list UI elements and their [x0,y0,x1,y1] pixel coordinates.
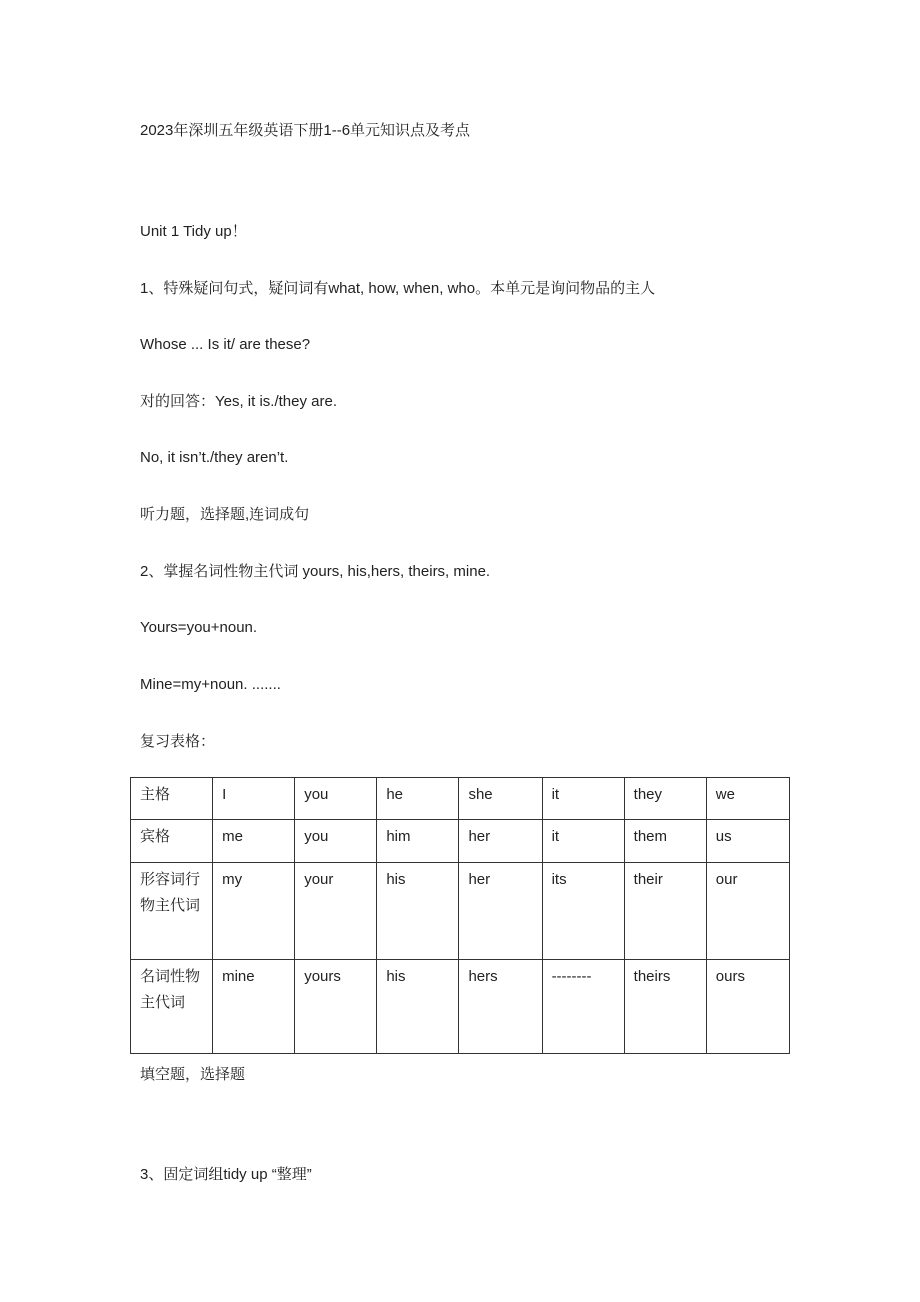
table-cell: he [377,778,459,820]
point-1: 1、特殊疑问句式，疑问词有what, how, when, who。本单元是询问物品的主人 [140,280,656,297]
table-cell: their [624,863,706,960]
example-yours: Yours=you+noun. [140,619,258,636]
question-types-1: 听力题，选择题,连词成句 [140,506,310,523]
table-cell: 名词性物主代词 [131,960,213,1054]
table-cell: her [459,863,542,960]
table-cell: us [706,820,789,863]
point-3: 3、固定词组tidy up “整理” [140,1166,312,1183]
table-cell: mine [213,960,295,1054]
table-cell: you [295,778,377,820]
table-row-subject [131,778,790,820]
table-cell: her [459,820,542,863]
table-cell: they [624,778,706,820]
table-cell: 主格 [131,778,213,820]
table-cell: him [377,820,459,863]
table-cell: it [542,778,624,820]
table-cell: ours [706,960,789,1054]
table-row-object [131,820,790,863]
question-types-2: 填空题，选择题 [140,1066,246,1083]
table-cell: its [542,863,624,960]
pronoun-review-table [130,777,790,1054]
point-2: 2、掌握名词性物主代词 yours, his,hers, theirs, mine. [140,563,491,580]
table-cell: -------- [542,960,624,1054]
table-cell: your [295,863,377,960]
table-cell: his [377,863,459,960]
table-row-adjective-possessive [131,863,790,960]
example-mine: Mine=my+noun. ....... [140,676,281,693]
table-cell: 宾格 [131,820,213,863]
table-cell: theirs [624,960,706,1054]
table-cell: 形容词行物主代词 [131,863,213,960]
unit-heading: Unit 1 Tidy up！ [140,223,247,240]
table-cell: me [213,820,295,863]
table-cell: yours [295,960,377,1054]
table-cell: I [213,778,295,820]
answer-yes: 对的回答：Yes, it is./they are. [140,393,338,410]
document-title: 2023年深圳五年级英语下册1--6单元知识点及考点 [140,122,471,139]
sentence-pattern: Whose ... Is it/ are these? [140,336,311,353]
table-caption: 复习表格： [140,733,216,750]
table-cell: you [295,820,377,863]
table-cell: his [377,960,459,1054]
table-cell: my [213,863,295,960]
table-cell: it [542,820,624,863]
table-cell: them [624,820,706,863]
table-cell: we [706,778,789,820]
table-cell: she [459,778,542,820]
table-row-noun-possessive [131,960,790,1054]
table-cell: our [706,863,789,960]
answer-no: No, it isn’t./they aren’t. [140,449,289,466]
table-cell: hers [459,960,542,1054]
